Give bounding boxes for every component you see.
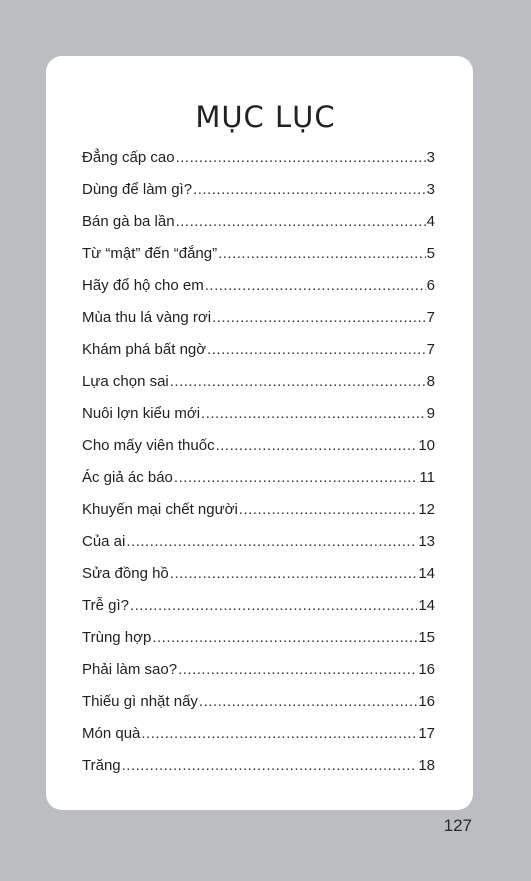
dot-leader xyxy=(176,142,426,174)
dot-leader xyxy=(199,686,417,718)
dot-leader xyxy=(170,558,418,590)
toc-entry-page: 15 xyxy=(418,629,435,646)
toc-entry-title: Từ “mật” đến “đắng” xyxy=(82,245,218,262)
dot-leader xyxy=(207,334,426,366)
table-of-contents xyxy=(82,142,435,782)
toc-entry[interactable] xyxy=(82,366,435,398)
toc-entry[interactable] xyxy=(82,558,435,590)
toc-entry-page: 6 xyxy=(426,277,435,294)
toc-entry[interactable] xyxy=(82,334,435,366)
toc-entry-page: 14 xyxy=(418,565,435,582)
toc-entry-title: Cho mấy viên thuốc xyxy=(82,437,215,454)
toc-entry-title: Đẳng cấp cao xyxy=(82,149,175,166)
toc-entry[interactable] xyxy=(82,462,435,494)
toc-entry[interactable] xyxy=(82,718,435,750)
toc-entry-title: Sửa đồng hồ xyxy=(82,565,169,582)
toc-entry[interactable] xyxy=(82,174,435,206)
toc-entry-page: 17 xyxy=(418,725,435,742)
toc-entry[interactable] xyxy=(82,494,435,526)
toc-entry-page: 7 xyxy=(426,309,435,326)
dot-leader xyxy=(178,654,417,686)
toc-entry-title: Khuyến mại chết người xyxy=(82,501,238,518)
toc-entry-title: Bán gà ba lần xyxy=(82,213,175,230)
toc-entry-page: 4 xyxy=(426,213,435,230)
toc-entry[interactable] xyxy=(82,622,435,654)
toc-entry-title: Khám phá bất ngờ xyxy=(82,341,207,358)
toc-entry[interactable] xyxy=(82,238,435,270)
toc-entry-page: 5 xyxy=(426,245,435,262)
toc-entry[interactable] xyxy=(82,590,435,622)
toc-entry-title: Trễ gì? xyxy=(82,597,129,614)
toc-entry-title: Thiếu gì nhặt nấy xyxy=(82,693,198,710)
toc-entry-title: Phải làm sao? xyxy=(82,661,178,678)
toc-entry-title: Ác giả ác báo xyxy=(82,469,173,486)
toc-entry[interactable] xyxy=(82,686,435,718)
toc-entry-page: 13 xyxy=(418,533,435,550)
dot-leader xyxy=(216,430,418,462)
toc-entry-page: 8 xyxy=(426,373,435,390)
toc-entry-title: Món quà xyxy=(82,725,141,742)
toc-entry[interactable] xyxy=(82,142,435,174)
toc-entry-page: 14 xyxy=(418,597,435,614)
toc-entry-title: Trùng hợp xyxy=(82,629,152,646)
toc-entry-page: 12 xyxy=(418,501,435,518)
toc-entry-title: Lựa chọn sai xyxy=(82,373,169,390)
toc-entry-title: Của ai xyxy=(82,533,126,550)
toc-entry-page: 16 xyxy=(418,661,435,678)
toc-entry-title: Mùa thu lá vàng rơi xyxy=(82,309,212,326)
dot-leader xyxy=(201,398,426,430)
page-number: 127 xyxy=(443,816,472,835)
dot-leader xyxy=(176,206,426,238)
dot-leader xyxy=(239,494,418,526)
toc-entry[interactable] xyxy=(82,206,435,238)
dot-leader xyxy=(126,526,417,558)
dot-leader xyxy=(122,750,418,782)
dot-leader xyxy=(170,366,426,398)
dot-leader xyxy=(130,590,417,622)
toc-entry-title: Dùng để làm gì? xyxy=(82,181,193,198)
toc-entry-page: 7 xyxy=(426,341,435,358)
toc-entry-title: Nuôi lợn kiểu mới xyxy=(82,405,201,422)
page-title: MỤC LỤC xyxy=(195,100,336,134)
toc-entry[interactable] xyxy=(82,750,435,782)
toc-entry-page: 10 xyxy=(418,437,435,454)
toc-entry-page: 16 xyxy=(418,693,435,710)
toc-entry[interactable] xyxy=(82,302,435,334)
dot-leader xyxy=(141,718,417,750)
dot-leader xyxy=(218,238,426,270)
dot-leader xyxy=(152,622,417,654)
toc-entry-page: 9 xyxy=(426,405,435,422)
toc-entry-title: Hãy đổ hộ cho em xyxy=(82,277,204,294)
toc-entry-title: Trăng xyxy=(82,757,121,774)
toc-entry-page: 18 xyxy=(418,757,435,774)
dot-leader xyxy=(193,174,426,206)
toc-entry[interactable] xyxy=(82,270,435,302)
toc-entry-page: 3 xyxy=(426,181,435,198)
dot-leader xyxy=(212,302,426,334)
toc-entry[interactable] xyxy=(82,430,435,462)
toc-entry-page: 11 xyxy=(419,469,435,486)
toc-entry-page: 3 xyxy=(426,149,435,166)
toc-entry[interactable] xyxy=(82,526,435,558)
dot-leader xyxy=(174,462,419,494)
dot-leader xyxy=(205,270,426,302)
toc-entry[interactable] xyxy=(82,398,435,430)
toc-entry[interactable] xyxy=(82,654,435,686)
